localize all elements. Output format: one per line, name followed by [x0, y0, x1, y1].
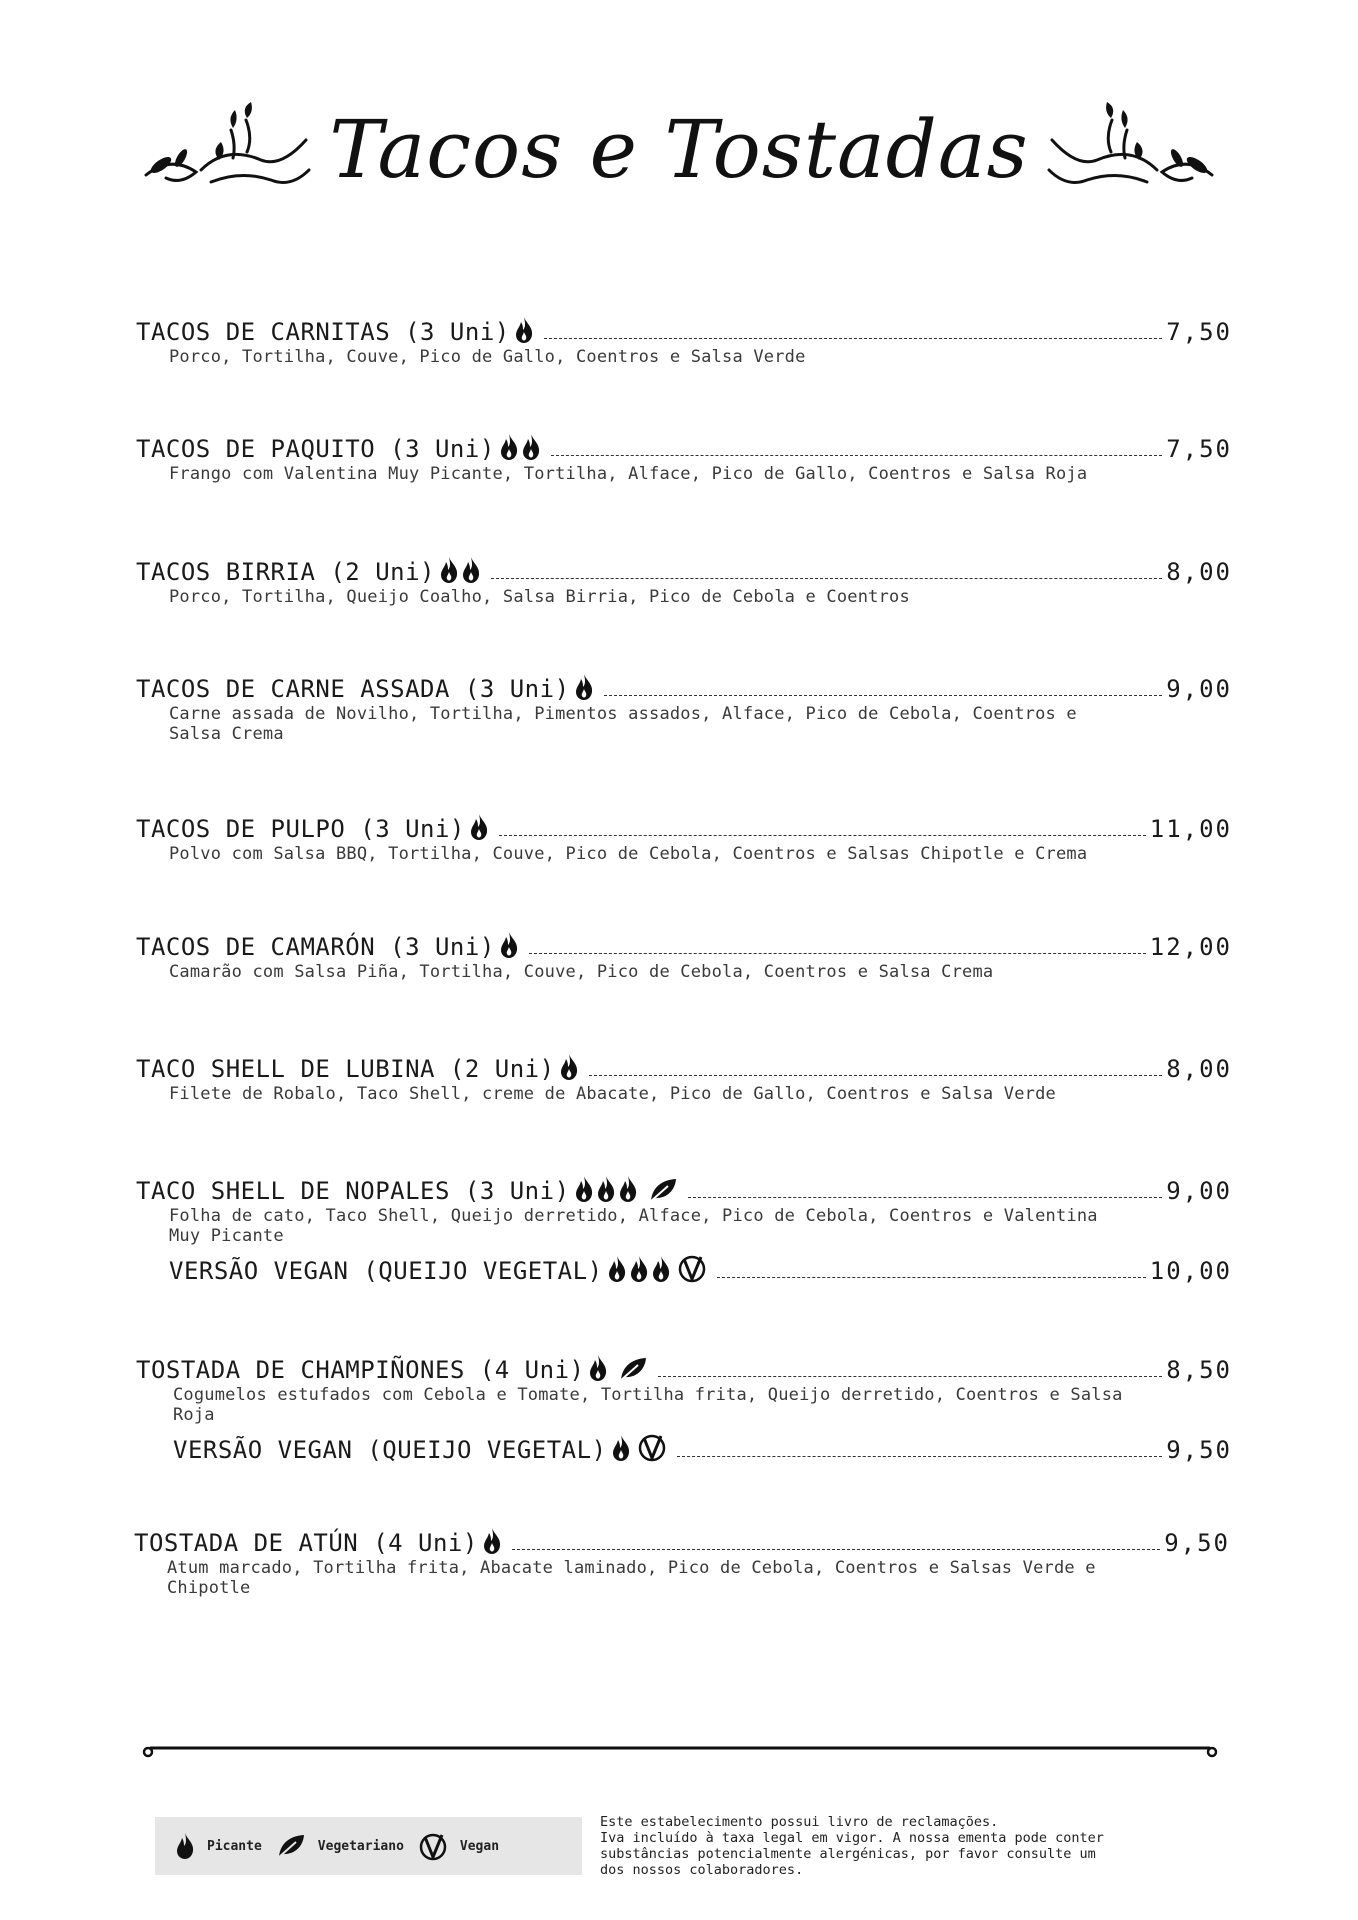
- menu-item-variant-name: VERSÃO VEGAN (QUEIJO VEGETAL): [173, 1436, 607, 1464]
- menu-item-price: 12,00: [1149, 933, 1232, 961]
- menu-item-price: 7,50: [1166, 435, 1232, 463]
- menu-item-name: TACOS DE PULPO (3 Uni): [136, 815, 465, 843]
- legend-picante-label: Picante: [207, 1838, 262, 1854]
- menu-item-row: [136, 1172, 1232, 1206]
- flame-icon: [588, 1354, 608, 1382]
- menu-item-variant-icons: [607, 1256, 707, 1286]
- flame-icon: [482, 1527, 502, 1555]
- menu-item-price: 8,00: [1166, 1055, 1232, 1083]
- menu-item-variant-price: 9,50: [1166, 1436, 1232, 1464]
- menu-item-row: [136, 1050, 1232, 1084]
- menu-item-price: 11,00: [1149, 815, 1232, 843]
- dotted-leader: [544, 338, 1162, 339]
- flame-icon: [559, 1053, 579, 1081]
- menu-item-name: TACOS DE PAQUITO (3 Uni): [136, 435, 495, 463]
- vegan-icon: [418, 1831, 448, 1861]
- dotted-leader: [491, 578, 1162, 579]
- menu-item-variant-icons: [611, 1435, 667, 1465]
- flame-icon: [514, 316, 534, 344]
- flame-icon: [618, 1175, 638, 1203]
- dotted-leader: [512, 1549, 1160, 1550]
- menu-item: [136, 1050, 1232, 1104]
- legal-notice: [600, 1814, 1200, 1878]
- menu-item-name: TACO SHELL DE NOPALES (3 Uni): [136, 1177, 570, 1205]
- menu-item-icons: [559, 1054, 579, 1084]
- menu-item: [136, 430, 1232, 484]
- menu-item-price: 8,00: [1166, 558, 1232, 586]
- flame-icon: [574, 673, 594, 701]
- flame-icon: [439, 556, 459, 584]
- menu-item-icons: [588, 1355, 648, 1385]
- footer-divider: [140, 1740, 1220, 1760]
- menu-item-row: [134, 1524, 1230, 1558]
- legend-vegan-label: Vegan: [459, 1838, 500, 1854]
- leaf-icon: [640, 1177, 678, 1203]
- dotted-leader: [529, 953, 1146, 954]
- menu-item-price: 7,50: [1166, 318, 1232, 346]
- flame-icon: [629, 1255, 649, 1283]
- menu-item-description: Carne assada de Novilho, Tortilha, Pimentos assados, Alface, Pico de Cebola, Coentros e Salsa Crema: [169, 704, 1077, 744]
- menu-item-price: 9,00: [1166, 675, 1232, 703]
- menu-item-price: 8,50: [1166, 1356, 1232, 1384]
- menu-item-description: Camarão com Salsa Piña, Tortilha, Couve, Pico de Cebola, Coentros e Salsa Crema: [169, 962, 994, 982]
- menu-item-description: Frango com Valentina Muy Picante, Tortilha, Alface, Pico de Gallo, Coentros e Salsa Roja: [169, 464, 1088, 484]
- menu-item-row: [136, 670, 1232, 704]
- menu-item-variant-price: 10,00: [1149, 1257, 1232, 1285]
- flame-icon: [611, 1434, 631, 1462]
- notice-line: substâncias potencialmente alergénicas, por favor consulte um: [600, 1846, 1096, 1862]
- legend-vegan: [418, 1831, 499, 1861]
- menu-item-row: [136, 430, 1232, 464]
- left-flourish-ornament: [141, 100, 311, 200]
- menu-item-description: Porco, Tortilha, Queijo Coalho, Salsa Birria, Pico de Cebola e Coentros: [169, 587, 910, 607]
- menu-item-description: Polvo com Salsa BBQ, Tortilha, Couve, Pico de Cebola, Coentros e Salsas Chipotle e Crema: [169, 844, 1088, 864]
- legend-vegetariano: [276, 1833, 404, 1859]
- notice-line: Iva incluído à taxa legal em vigor. A nossa ementa pode conter: [600, 1830, 1104, 1846]
- flame-icon: [175, 1832, 195, 1860]
- menu-header: [0, 85, 1358, 215]
- vegan-icon: [673, 1253, 707, 1283]
- menu-item: [136, 553, 1232, 607]
- menu-item-description: Filete de Robalo, Taco Shell, creme de Abacate, Pico de Gallo, Coentros e Salsa Verde: [169, 1084, 1056, 1104]
- vegan-icon: [633, 1432, 667, 1462]
- menu-item-icons: [499, 434, 541, 464]
- menu-item-name: TACOS DE CARNITAS (3 Uni): [136, 318, 510, 346]
- menu-item-variant-row: [169, 1252, 1232, 1286]
- menu-item-price: 9,50: [1164, 1529, 1230, 1557]
- menu-item-row: [136, 928, 1232, 962]
- menu-item: [136, 810, 1232, 864]
- menu-item: [136, 313, 1232, 367]
- menu-item-name: TACO SHELL DE LUBINA (2 Uni): [136, 1055, 555, 1083]
- menu-item-name: TACOS BIRRIA (2 Uni): [136, 558, 435, 586]
- menu-item-icons: [574, 674, 594, 704]
- menu-item: [136, 1351, 1232, 1465]
- flame-icon: [499, 433, 519, 461]
- menu-item-name: TACOS DE CAMARÓN (3 Uni): [136, 933, 495, 961]
- flame-icon: [521, 433, 541, 461]
- notice-line: Este estabelecimento possui livro de reclamações.: [600, 1814, 999, 1830]
- leaf-icon: [610, 1356, 648, 1382]
- dotted-leader: [688, 1197, 1163, 1198]
- menu-item: [134, 1524, 1230, 1598]
- flame-icon: [461, 556, 481, 584]
- menu-item-variant-name: VERSÃO VEGAN (QUEIJO VEGETAL): [169, 1257, 603, 1285]
- legend-vegetariano-label: Vegetariano: [317, 1838, 404, 1854]
- flame-icon: [651, 1255, 671, 1283]
- menu-item-icons: [514, 317, 534, 347]
- dotted-leader: [551, 455, 1162, 456]
- menu-item-variant-row: [173, 1431, 1232, 1465]
- legend-picante: [175, 1832, 262, 1860]
- menu-item-icons: [574, 1176, 678, 1206]
- flame-icon: [607, 1255, 627, 1283]
- dotted-leader: [677, 1456, 1163, 1457]
- dotted-leader: [589, 1075, 1163, 1076]
- menu-item-name: TACOS DE CARNE ASSADA (3 Uni): [136, 675, 570, 703]
- menu-item-description: Cogumelos estufados com Cebola e Tomate, Tortilha frita, Queijo derretido, Coentros e Salsa Roja: [173, 1385, 1123, 1425]
- menu-item-icons: [469, 814, 489, 844]
- menu-item-row: [136, 810, 1232, 844]
- dotted-leader: [604, 695, 1163, 696]
- page-title: Tacos e Tostadas: [329, 103, 1029, 196]
- dotted-leader: [499, 835, 1146, 836]
- menu-item: [136, 670, 1232, 744]
- notice-line: dos nossos colaboradores.: [600, 1862, 804, 1878]
- icon-legend: [155, 1817, 582, 1875]
- menu-item-description: Atum marcado, Tortilha frita, Abacate laminado, Pico de Cebola, Coentros e Salsas Verde e Chipotle: [167, 1558, 1096, 1598]
- menu-item-row: [136, 313, 1232, 347]
- menu-item-name: TOSTADA DE CHAMPIÑONES (4 Uni): [136, 1356, 585, 1384]
- menu-item-icons: [499, 932, 519, 962]
- dotted-leader: [658, 1376, 1162, 1377]
- menu-item-row: [136, 1351, 1232, 1385]
- leaf-icon: [276, 1833, 306, 1859]
- menu-item-row: [136, 553, 1232, 587]
- menu-item: [136, 1172, 1232, 1286]
- flame-icon: [469, 813, 489, 841]
- right-flourish-ornament: [1047, 100, 1217, 200]
- menu-item-description: Porco, Tortilha, Couve, Pico de Gallo, Coentros e Salsa Verde: [169, 347, 806, 367]
- menu-item-description: Folha de cato, Taco Shell, Queijo derretido, Alface, Pico de Cebola, Coentros e Valentina Muy Picante: [169, 1206, 1098, 1246]
- flame-icon: [596, 1175, 616, 1203]
- flame-icon: [574, 1175, 594, 1203]
- menu-item-price: 9,00: [1166, 1177, 1232, 1205]
- menu-item-icons: [482, 1528, 502, 1558]
- dotted-leader: [717, 1277, 1146, 1278]
- menu-item-icons: [439, 557, 481, 587]
- flame-icon: [499, 931, 519, 959]
- menu-item: [136, 928, 1232, 982]
- menu-item-name: TOSTADA DE ATÚN (4 Uni): [134, 1529, 478, 1557]
